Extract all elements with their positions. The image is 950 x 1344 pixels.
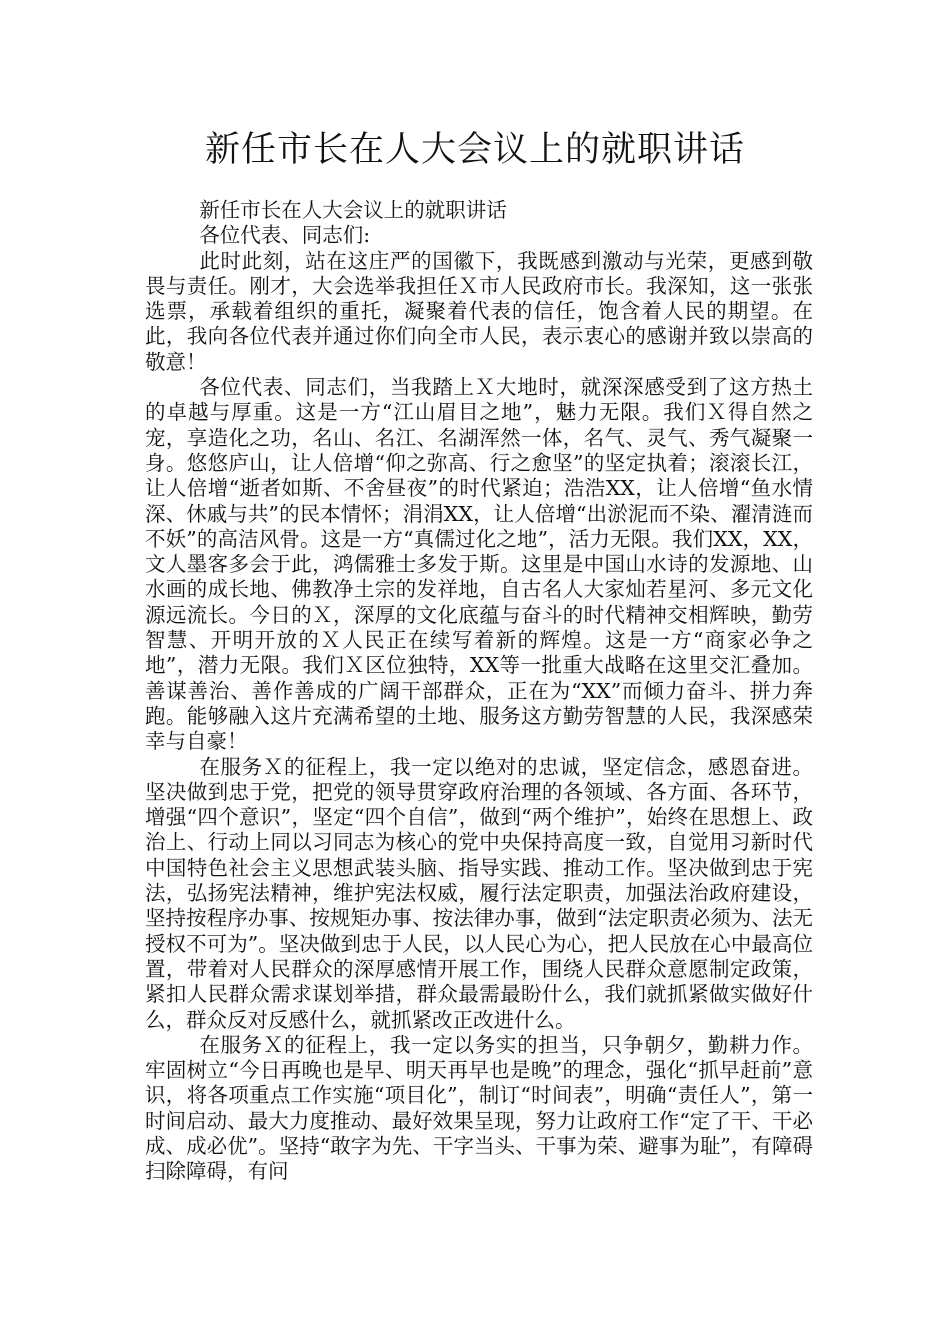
- salutation: 各位代表、同志们:: [199, 223, 371, 248]
- body-paragraph: 各位代表、同志们，当我踏上Ｘ大地时，就深深感受到了这方热土的卓越与厚重。这是一方“江山眉目之地”，魅力无限。我们Ｘ得自然之宠，享造化之功，名山、名江、名湖浑然一体，名气、灵气、秀气凝聚一身。悠悠庐山，让人倍增“仰之弥高、行之愈坚”的坚定执着；滚滚长江，让人倍增“逝者如斯、不舍昼夜”的时代紧迫；浩浩XX，让人倍增“鱼水情深、休戚与共”的民本情怀；涓涓XX，让人倍增“出淤泥而不染、濯清涟而不妖”的高洁风骨。这是一方“真儒过化之地”，活力无限。我们XX，XX，文人墨客多会于此，鸿儒雅士多发于斯。这里是中国山水诗的发源地、山水画的成长地、佛教净土宗的发祥地，自古名人大家灿若星河、多元文化源远流长。今日的Ｘ，深厚的文化底蕴与奋斗的时代精神交相辉映，勤劳智慧、开明开放的Ｘ人民正在续写着新的辉煌。这是一方“商家必争之地”，潜力无限。我们Ｘ区位独特，XX等一批重大战略在这里交汇叠加。善谋善治、善作善成的广阔干部群众，正在为“XX”而倾力奋斗、拼力奔跑。能够融入这片充满希望的土地、服务这方勤劳智慧的人民，我深感荣幸与自豪！: [145, 375, 813, 754]
- document-body: [145, 198, 813, 1185]
- document-title: 新任市长在人大会议上的就职讲话: [204, 130, 745, 170]
- body-paragraph: 在服务Ｘ的征程上，我一定以绝对的忠诚，坚定信念，感恩奋进。坚决做到忠于党，把党的领导贯穿政府治理的各领域、各方面、各环节，增强“四个意识”，坚定“四个自信”，做到“两个维护”，始终在思想上、政治上、行动上同以习同志为核心的党中央保持高度一致，自觉用习新时代中国特色社会主义思想武装头脑、指导实践、推动工作。坚决做到忠于宪法，弘扬宪法精神，维护宪法权威，履行法定职责，加强法治政府建设，坚持按程序办事、按规矩办事、按法律办事，做到“法定职责必须为、法无授权不可为”。坚决做到忠于人民，以人民心为心，把人民放在心中最高位置，带着对人民群众的深厚感情开展工作，围绕人民群众意愿制定政策，紧扣人民群众需求谋划举措，群众最需最盼什么，我们就抓紧做实做好什么，群众反对反感什么，就抓紧改正改进什么。: [145, 754, 813, 1032]
- body-paragraph: 在服务Ｘ的征程上，我一定以务实的担当，只争朝夕，勤耕力作。牢固树立“今日再晚也是早、明天再早也是晚”的理念，强化“抓早赶前”意识，将各项重点工作实施“项目化”，制订“时间表”，明确“责任人”，第一时间启动、最大力度推动、最好效果呈现，努力让政府工作“定了干、干必成、成必优”。坚持“敢字为先、干字当头、干事为荣、避事为耻”，有障碍扫除障碍，有问: [145, 1032, 813, 1184]
- body-paragraph: 新任市长在人大会议上的就职讲话: [199, 198, 507, 222]
- body-paragraph: 此时此刻，站在这庄严的国徽下，我既感到激动与光荣，更感到敬畏与责任。刚才，大会选举我担任Ｘ市人民政府市长。我深知，这一张张选票，承载着组织的重托，凝聚着代表的信任，饱含着人民的期望。在此，我向各位代表并通过你们向全市人民，表示衷心的感谢并致以崇高的敬意！: [145, 248, 813, 374]
